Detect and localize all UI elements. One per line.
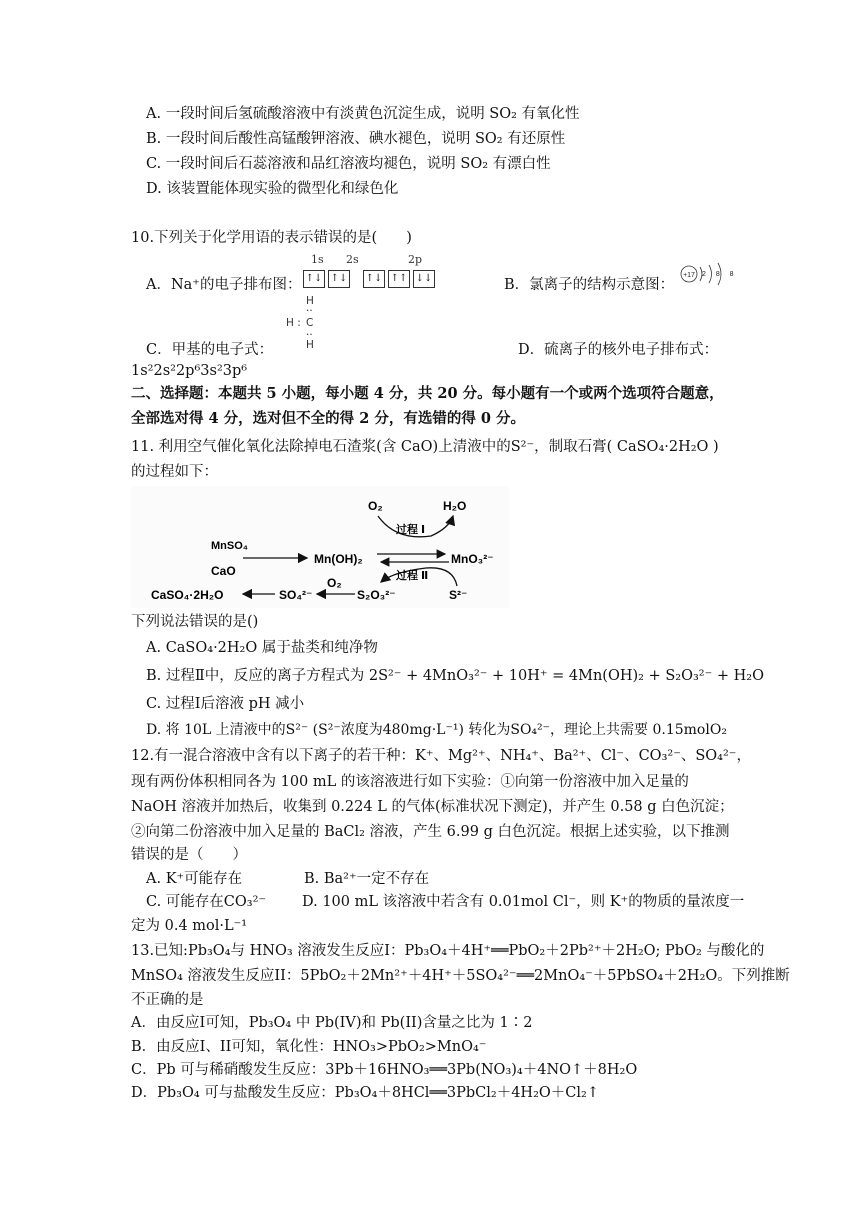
q12-option-a: A. K⁺可能存在 — [146, 871, 243, 887]
q12-option-d-cont: 定为 0.4 mol·L⁻¹ — [131, 918, 248, 934]
label-mnso4: MnSO₄ — [211, 540, 249, 552]
orbital-label-2p: 2p — [408, 253, 423, 266]
label-caso4: CaSO₄·2H₂O — [151, 588, 224, 602]
label-s2: S²⁻ — [449, 588, 468, 602]
q13-line2: MnSO₄ 溶液发生反应II：5PbO₂＋2Mn²⁺＋4H⁺＋5SO₄²⁻══2MnO₄⁻＋5PbSO₄＋2H₂O。下列推断 — [131, 968, 790, 984]
q11-stem-line2: 的过程如下： — [131, 464, 218, 480]
methyl-h-top: H — [306, 295, 314, 307]
q10-stem: 10.下列关于化学用语的表示错误的是( ) — [131, 230, 412, 246]
label-o2-top: O₂ — [368, 499, 383, 513]
q12-line4: ②向第二份溶液中加入足量的 BaCl₂ 溶液，产生 6.99 g 白色沉淀。根据上述实验，以下推测 — [131, 824, 730, 840]
orbital-2s-box: ↑↓ — [328, 270, 350, 288]
methyl-dots-bottom: ·· — [306, 329, 313, 341]
orbital-2p-box-2: ↑↑ — [388, 270, 410, 288]
shell-electrons: 2 8 8 — [702, 271, 738, 278]
methyl-h-bottom: H — [306, 339, 314, 351]
methyl-h-left: H : — [286, 317, 301, 329]
label-mno3: MnO₃²⁻ — [451, 552, 494, 566]
label-process2: 过程 Ⅱ — [396, 570, 429, 582]
label-s2o3: S₂O₃²⁻ — [357, 588, 396, 602]
orbital-label-1s: 1s — [311, 253, 324, 266]
q13-line1: 13.已知:Pb₃O₄与 HNO₃ 溶液发生反应I：Pb₃O₄＋4H⁺══PbO₂＋2Pb²⁺＋2H₂O; PbO₂ 与酸化的 — [131, 943, 765, 959]
q12-option-d: D. 100 mL 该溶液中若含有 0.01mol Cl⁻，则 K⁺的物质的量浓度一 — [302, 894, 745, 910]
q10-option-b: B．氯离子的结构示意图： — [504, 277, 675, 293]
label-h2o: H₂O — [443, 499, 467, 513]
q11-prompt: 下列说法错误的是() — [131, 614, 259, 630]
q11-option-b: B. 过程Ⅱ中，反应的离子方程式为 2S²⁻ + 4MnO₃²⁻ + 10H⁺ = 4Mn(OH)₂ + S₂O₃²⁻ + H₂O — [146, 668, 764, 684]
q9-option-a: A. 一段时间后氢硫酸溶液中有淡黄色沉淀生成，说明 SO₂ 有氧化性 — [146, 106, 580, 122]
q9-option-d: D. 该装置能体现实验的微型化和绿色化 — [146, 181, 399, 197]
label-cao: CaO — [211, 564, 236, 578]
q11-option-a: A. CaSO₄·2H₂O 属于盐类和纯净物 — [146, 640, 378, 656]
q12-line3: NaOH 溶液并加热后，收集到 0.224 L 的气体(标准状况下测定)，并产生 0.58 g 白色沉淀； — [131, 799, 734, 815]
q13-option-c: C．Pb 可与稀硝酸发生反应：3Pb＋16HNO₃══3Pb(NO₃)₄＋4NO↑＋8H₂O — [131, 1062, 638, 1078]
q12-option-c: C. 可能存在CO₃²⁻ — [146, 894, 267, 910]
q10-option-d: D．硫离子的核外电子排布式： — [518, 342, 719, 358]
q12-line1: 12.有一混合溶液中含有以下离子的若干种：K⁺、Mg²⁺、NH₄⁺、Ba²⁺、Cl⁻、CO₃²⁻、SO₄²⁻， — [131, 748, 751, 764]
methyl-electron-formula — [286, 295, 326, 357]
q10-option-c: C．甲基的电子式： — [146, 342, 274, 358]
q10-option-a: A．Na⁺的电子排布图： — [146, 277, 302, 293]
q12-option-b: B. Ba²⁺一定不存在 — [304, 871, 430, 887]
q11-option-c: C. 过程Ⅰ后溶液 pH 减小 — [146, 696, 305, 712]
q9-option-c: C. 一段时间后石蕊溶液和品红溶液均褪色，说明 SO₂ 有漂白性 — [146, 156, 551, 172]
q12-line5: 错误的是（ ） — [131, 847, 247, 863]
label-so4: SO₄²⁻ — [279, 588, 313, 602]
q13-option-b: B．由反应I、II可知，氧化性：HNO₃>PbO₂>MnO₄⁻ — [131, 1039, 487, 1055]
chloride-structure-diagram — [678, 262, 738, 290]
label-process1: 过程 Ⅰ — [396, 524, 426, 536]
q13-option-d: D．Pb₃O₄ 可与盐酸发生反应：Pb₃O₄＋8HCl══3PbCl₂＋4H₂O＋Cl₂↑ — [131, 1085, 599, 1101]
orbital-diagram — [303, 270, 435, 288]
q10-option-d-cont: 1s²2s²2p⁶3s²3p⁶ — [131, 363, 248, 379]
nucleus-charge: +17 — [683, 272, 695, 279]
orbital-2p-box-1: ↑↓ — [363, 270, 385, 288]
methyl-dots-top: ·· — [306, 305, 313, 317]
section2-heading-line1: 二、选择题：本题共 5 小题，每小题 4 分，共 20 分。每小题有一个或两个选项符合题意， — [131, 385, 724, 402]
methyl-c: C — [306, 317, 314, 329]
section2-heading-line2: 全部选对得 4 分，选对但不全的得 2 分，有选错的得 0 分。 — [131, 410, 526, 427]
orbital-1s-box: ↑↓ — [303, 270, 325, 288]
q11-stem-line1: 11. 利用空气催化氧化法除掉电石渣浆(含 CaO)上清液中的S²⁻，制取石膏( CaSO₄·2H₂O ) — [131, 439, 719, 455]
q11-option-d: D. 将 10L 上清液中的S²⁻ (S²⁻浓度为480mg·L⁻¹) 转化为SO₄²⁻，理论上共需要 0.15molO₂ — [146, 722, 727, 738]
label-mnoh2: Mn(OH)₂ — [314, 552, 363, 566]
label-o2-bottom: O₂ — [327, 576, 342, 590]
q13-option-a: A．由反应I可知，Pb₃O₄ 中 Pb(IV)和 Pb(II)含量之比为 1∶2 — [131, 1015, 533, 1031]
q13-line3: 不正确的是 — [131, 992, 204, 1008]
orbital-2p-box-3: ↓↓ — [413, 270, 435, 288]
q9-option-b: B. 一段时间后酸性高锰酸钾溶液、碘水褪色，说明 SO₂ 有还原性 — [146, 131, 566, 147]
q12-line2: 现有两份体积相同各为 100 mL 的该溶液进行如下实验：①向第一份溶液中加入足量的 — [131, 774, 689, 790]
orbital-label-2s: 2s — [346, 253, 359, 266]
q11-process-diagram — [131, 486, 509, 608]
